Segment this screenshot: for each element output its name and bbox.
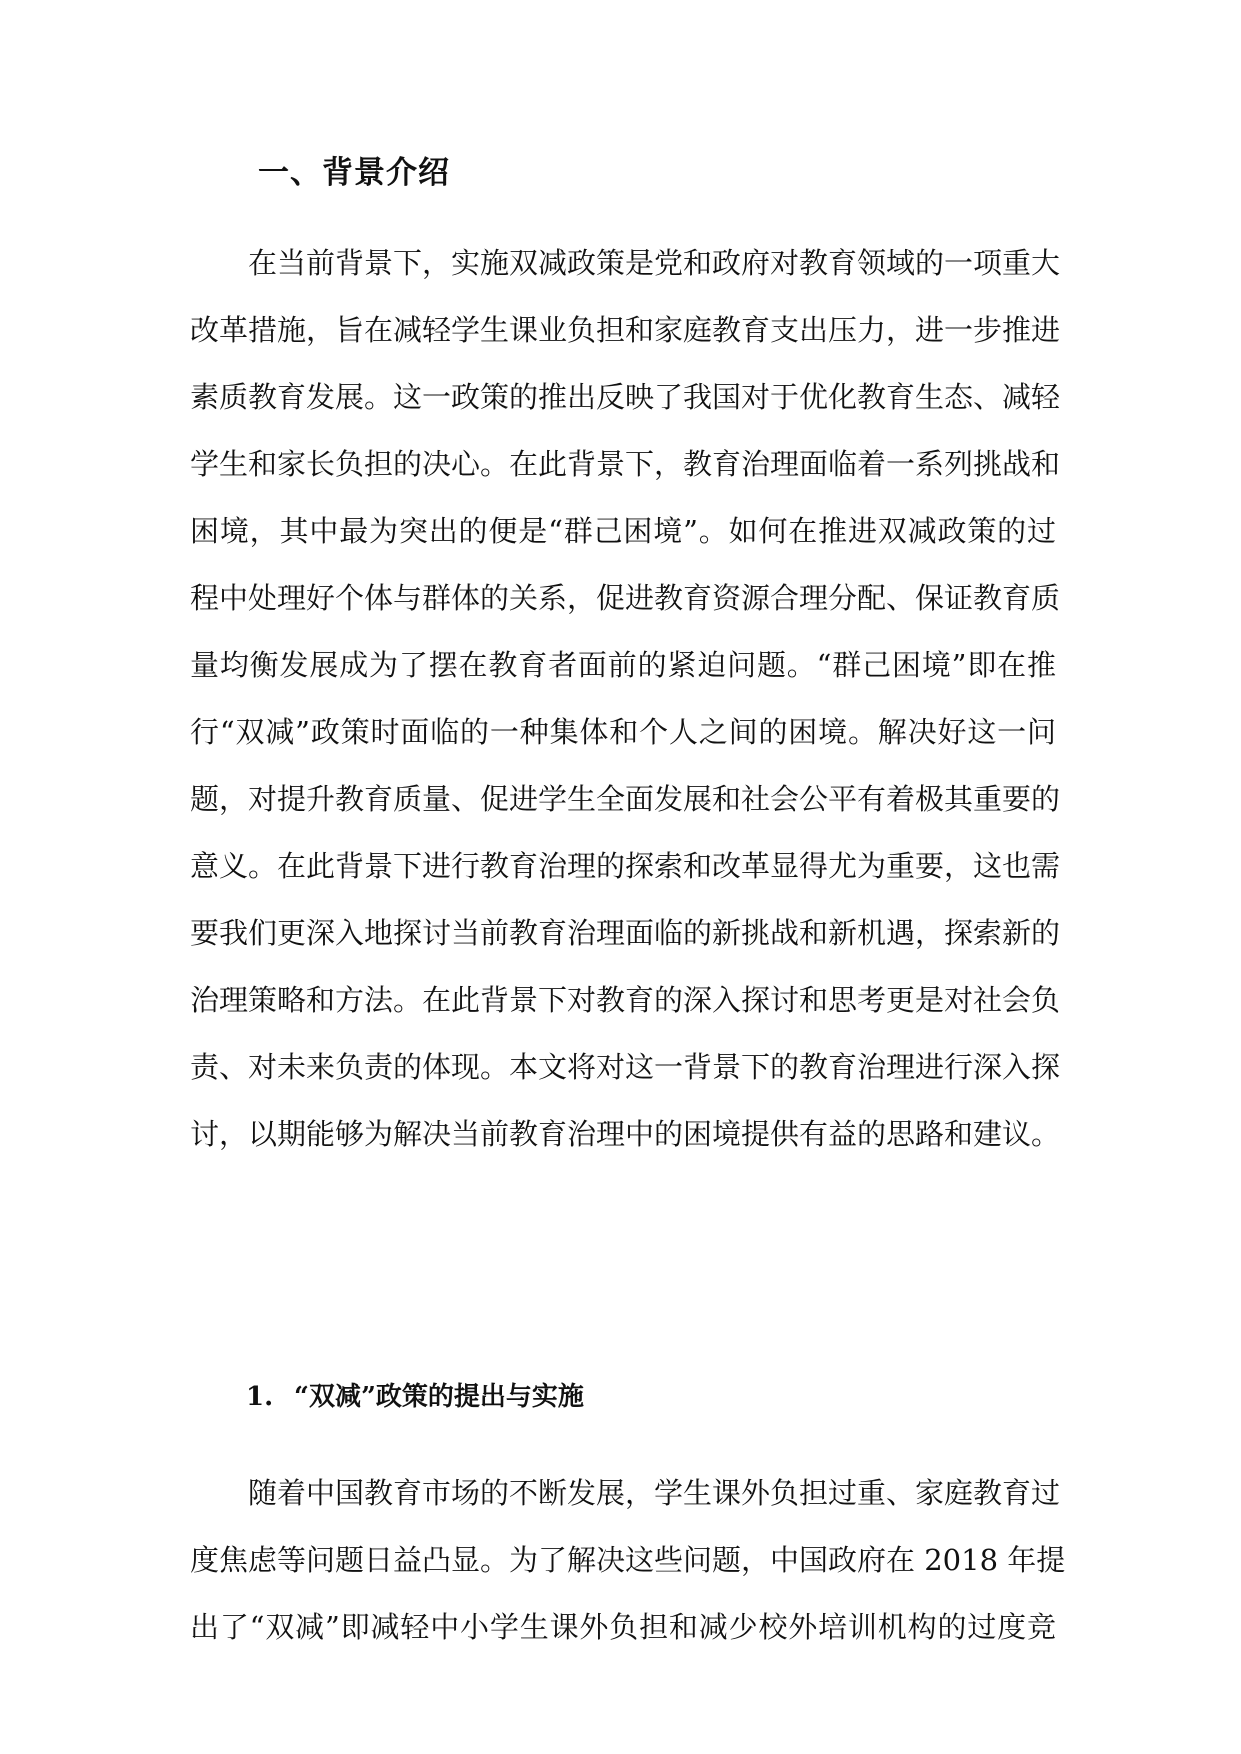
paragraph-line: 要我们更深入地探讨当前教育治理面临的新挑战和新机遇，探索新的 <box>190 916 1061 950</box>
paragraph-line: 在当前背景下，实施双减政策是党和政府对教育领域的一项重大 <box>248 246 1061 280</box>
subsection-number: 1. <box>246 1382 274 1412</box>
paragraph-line: 意义。在此背景下进行教育治理的探索和改革显得尤为重要，这也需 <box>190 849 1061 883</box>
paragraph-line: 行“双减”政策时面临的一种集体和个人之间的困境。解决好这一问 <box>190 715 1056 749</box>
paragraph-line: 素质教育发展。这一政策的推出反映了我国对于优化教育生态、减轻 <box>190 380 1061 414</box>
background-paragraph <box>190 230 1061 1168</box>
paragraph-line: 随着中国教育市场的不断发展，学生课外负担过重、家庭教育过 <box>248 1476 1061 1510</box>
paragraph-line: 出了“双减”即减轻中小学生课外负担和减少校外培训机构的过度竞 <box>190 1610 1056 1644</box>
paragraph-line: 题，对提升教育质量、促进学生全面发展和社会公平有着极其重要的 <box>190 782 1061 816</box>
subsection-heading <box>246 1372 584 1422</box>
paragraph-line: 责、对未来负责的体现。本文将对这一背景下的教育治理进行深入探 <box>190 1050 1061 1084</box>
paragraph-line: 量均衡发展成为了摆在教育者面前的紧迫问题。“群己困境”即在推 <box>190 648 1056 682</box>
paragraph-line: 改革措施，旨在减轻学生课业负担和家庭教育支出压力，进一步推进 <box>190 313 1061 347</box>
paragraph-line: 治理策略和方法。在此背景下对教育的深入探讨和思考更是对社会负 <box>190 983 1061 1017</box>
subsection-title: “双减”政策的提出与实施 <box>294 1382 584 1412</box>
paragraph-line: 度焦虑等问题日益凸显。为了解决这些问题，中国政府在 2018 年提 <box>190 1543 1066 1577</box>
paragraph-line: 困境，其中最为突出的便是“群己困境”。如何在推进双减政策的过 <box>190 514 1056 548</box>
paragraph-line: 学生和家长负担的决心。在此背景下，教育治理面临着一系列挑战和 <box>190 447 1061 481</box>
paragraph-line: 讨，以期能够为解决当前教育治理中的困境提供有益的思路和建议。 <box>190 1117 1061 1151</box>
paragraph-line: 程中处理好个体与群体的关系，促进教育资源合理分配、保证教育质 <box>190 581 1061 615</box>
section-heading: 一、背景介绍 <box>258 155 450 191</box>
subsection-paragraph <box>190 1460 1066 1661</box>
